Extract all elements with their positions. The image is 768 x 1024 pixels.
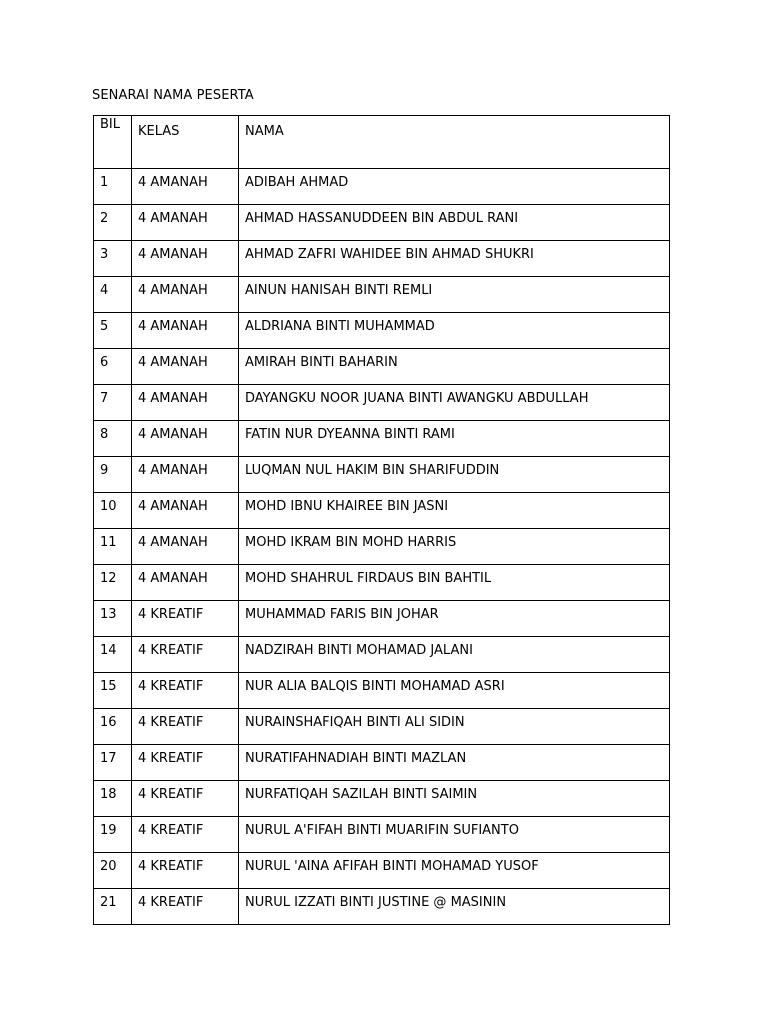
cell-kelas: 4 AMANAH	[132, 529, 239, 565]
cell-bil: 17	[94, 745, 132, 781]
table-row	[94, 745, 670, 781]
cell-kelas: 4 AMANAH	[132, 241, 239, 277]
cell-bil: 6	[94, 349, 132, 385]
cell-nama: MOHD IBNU KHAIREE BIN JASNI	[239, 493, 670, 529]
cell-nama: NURUL IZZATI BINTI JUSTINE @ MASININ	[239, 889, 670, 925]
table-row	[94, 817, 670, 853]
table-row	[94, 493, 670, 529]
cell-nama: NURATIFAHNADIAH BINTI MAZLAN	[239, 745, 670, 781]
table-row	[94, 313, 670, 349]
cell-nama: NURUL A'FIFAH BINTI MUARIFIN SUFIANTO	[239, 817, 670, 853]
cell-bil: 14	[94, 637, 132, 673]
cell-nama: AINUN HANISAH BINTI REMLI	[239, 277, 670, 313]
cell-nama: NADZIRAH BINTI MOHAMAD JALANI	[239, 637, 670, 673]
cell-kelas: 4 KREATIF	[132, 709, 239, 745]
cell-kelas: 4 KREATIF	[132, 817, 239, 853]
cell-nama: NUR ALIA BALQIS BINTI MOHAMAD ASRI	[239, 673, 670, 709]
cell-bil: 11	[94, 529, 132, 565]
cell-bil: 16	[94, 709, 132, 745]
participant-table	[93, 115, 670, 925]
cell-bil: 3	[94, 241, 132, 277]
table-row	[94, 673, 670, 709]
cell-nama: AHMAD ZAFRI WAHIDEE BIN AHMAD SHUKRI	[239, 241, 670, 277]
cell-kelas: 4 AMANAH	[132, 565, 239, 601]
cell-nama: DAYANGKU NOOR JUANA BINTI AWANGKU ABDULLAH	[239, 385, 670, 421]
cell-bil: 18	[94, 781, 132, 817]
cell-nama: AHMAD HASSANUDDEEN BIN ABDUL RANI	[239, 205, 670, 241]
cell-kelas: 4 AMANAH	[132, 277, 239, 313]
table-row	[94, 421, 670, 457]
table-row	[94, 349, 670, 385]
cell-bil: 5	[94, 313, 132, 349]
cell-bil: 12	[94, 565, 132, 601]
table-row	[94, 277, 670, 313]
cell-nama: MUHAMMAD FARIS BIN JOHAR	[239, 601, 670, 637]
header-bil: BIL	[94, 116, 132, 169]
table-row	[94, 637, 670, 673]
cell-bil: 7	[94, 385, 132, 421]
cell-kelas: 4 KREATIF	[132, 781, 239, 817]
cell-bil: 4	[94, 277, 132, 313]
cell-kelas: 4 AMANAH	[132, 169, 239, 205]
table-row	[94, 781, 670, 817]
cell-bil: 10	[94, 493, 132, 529]
cell-kelas: 4 AMANAH	[132, 313, 239, 349]
cell-kelas: 4 AMANAH	[132, 493, 239, 529]
table-row	[94, 601, 670, 637]
cell-kelas: 4 AMANAH	[132, 205, 239, 241]
table-row	[94, 529, 670, 565]
cell-kelas: 4 KREATIF	[132, 601, 239, 637]
table-row	[94, 205, 670, 241]
cell-nama: AMIRAH BINTI BAHARIN	[239, 349, 670, 385]
cell-nama: FATIN NUR DYEANNA BINTI RAMI	[239, 421, 670, 457]
cell-nama: LUQMAN NUL HAKIM BIN SHARIFUDDIN	[239, 457, 670, 493]
table-row	[94, 709, 670, 745]
table-row	[94, 385, 670, 421]
cell-bil: 2	[94, 205, 132, 241]
cell-bil: 19	[94, 817, 132, 853]
header-nama: NAMA	[239, 116, 670, 169]
cell-bil: 20	[94, 853, 132, 889]
table-row	[94, 565, 670, 601]
cell-nama: NURAINSHAFIQAH BINTI ALI SIDIN	[239, 709, 670, 745]
document-title: SENARAI NAMA PESERTA	[92, 88, 254, 103]
table-row	[94, 169, 670, 205]
cell-bil: 1	[94, 169, 132, 205]
cell-nama: MOHD IKRAM BIN MOHD HARRIS	[239, 529, 670, 565]
cell-kelas: 4 AMANAH	[132, 349, 239, 385]
table-body	[94, 169, 670, 925]
cell-nama: ADIBAH AHMAD	[239, 169, 670, 205]
cell-nama: MOHD SHAHRUL FIRDAUS BIN BAHTIL	[239, 565, 670, 601]
header-kelas: KELAS	[132, 116, 239, 169]
cell-kelas: 4 KREATIF	[132, 745, 239, 781]
table-row	[94, 457, 670, 493]
table-header-row	[94, 116, 670, 169]
cell-nama: ALDRIANA BINTI MUHAMMAD	[239, 313, 670, 349]
cell-bil: 8	[94, 421, 132, 457]
table-row	[94, 241, 670, 277]
cell-kelas: 4 AMANAH	[132, 421, 239, 457]
cell-kelas: 4 KREATIF	[132, 889, 239, 925]
cell-nama: NURUL 'AINA AFIFAH BINTI MOHAMAD YUSOF	[239, 853, 670, 889]
table-row	[94, 853, 670, 889]
cell-kelas: 4 KREATIF	[132, 637, 239, 673]
cell-nama: NURFATIQAH SAZILAH BINTI SAIMIN	[239, 781, 670, 817]
cell-kelas: 4 AMANAH	[132, 385, 239, 421]
cell-kelas: 4 KREATIF	[132, 673, 239, 709]
cell-kelas: 4 KREATIF	[132, 853, 239, 889]
cell-bil: 9	[94, 457, 132, 493]
cell-bil: 15	[94, 673, 132, 709]
cell-bil: 13	[94, 601, 132, 637]
cell-kelas: 4 AMANAH	[132, 457, 239, 493]
cell-bil: 21	[94, 889, 132, 925]
table-row	[94, 889, 670, 925]
